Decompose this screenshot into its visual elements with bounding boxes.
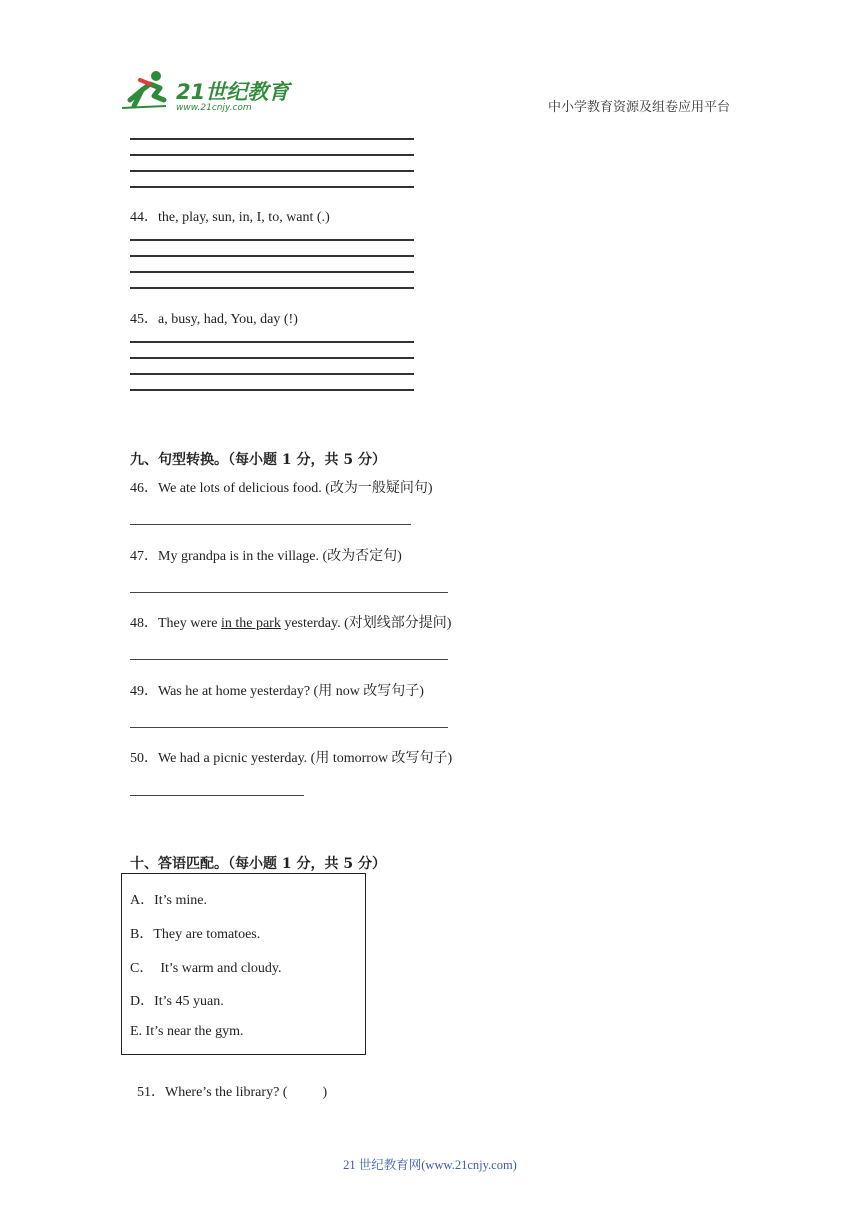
option-d: D．It’s 45 yuan. (130, 994, 224, 1009)
footer-link[interactable]: 21 世纪教育网(www.21cnjy.com) (343, 1158, 517, 1172)
writing-line (130, 271, 414, 273)
question-number: 49． (130, 684, 158, 699)
question-text: We ate lots of delicious food. (改为一般疑问句) (158, 481, 433, 496)
writing-line (130, 170, 414, 172)
writing-line (130, 341, 414, 343)
question-text: Where’s the library? ( ) (165, 1085, 328, 1100)
question-48 (130, 612, 451, 632)
underlined-phrase: in the park (220, 616, 281, 631)
logo-text: 21世纪教育 (176, 80, 290, 104)
question-46 (130, 477, 433, 497)
answer-line (130, 524, 411, 525)
header-platform-text: 中小学教育资源及组卷应用平台 (547, 99, 730, 114)
question-50 (130, 747, 452, 767)
question-number: 46． (130, 481, 158, 496)
writing-line (130, 239, 414, 241)
logo-url: www.21cnjy.com (176, 103, 252, 113)
question-number: 44． (130, 210, 158, 225)
question-text: We had a picnic yesterday. (用 tomorrow 改写句子) (158, 751, 453, 766)
site-logo (120, 70, 290, 116)
question-number: 48． (130, 616, 158, 631)
writing-line (130, 138, 414, 140)
writing-line (130, 186, 414, 188)
writing-line (130, 357, 414, 359)
writing-line (130, 389, 414, 391)
section-10-title: 十、答语匹配。（每小题 1 分，共 5 分） (130, 856, 386, 872)
question-number: 47． (130, 549, 158, 564)
section-9-title: 九、句型转换。（每小题 1 分，共 5 分） (130, 452, 386, 468)
option-b: B．They are tomatoes. (130, 927, 261, 942)
option-e: E. It’s near the gym. (130, 1024, 244, 1039)
question-text: a, busy, had, You, day (!) (158, 312, 298, 327)
option-c: C． It’s warm and cloudy. (130, 961, 282, 976)
writing-line (130, 373, 414, 375)
answer-line (130, 592, 448, 593)
question-number: 51． (137, 1085, 165, 1100)
question-text-pre: They were (158, 616, 221, 631)
writing-line (130, 255, 414, 257)
writing-line (130, 154, 414, 156)
writing-line (130, 287, 414, 289)
question-45 (130, 308, 298, 328)
option-a: A．It’s mine. (130, 893, 207, 908)
question-44 (130, 206, 330, 226)
answer-line (130, 659, 448, 660)
question-text: Was he at home yesterday? (用 now 改写句子) (158, 684, 424, 699)
question-text-post: yesterday. (对划线部分提问) (280, 616, 452, 631)
question-47 (130, 545, 402, 565)
question-text: My grandpa is in the village. (改为否定句) (158, 549, 402, 564)
question-text: the, play, sun, in, I, to, want (.) (158, 210, 330, 225)
question-number: 50． (130, 751, 158, 766)
question-51 (130, 1065, 327, 1101)
answer-line (130, 795, 304, 796)
question-49 (130, 680, 424, 700)
question-number: 45． (130, 312, 158, 327)
answer-line (130, 727, 448, 728)
